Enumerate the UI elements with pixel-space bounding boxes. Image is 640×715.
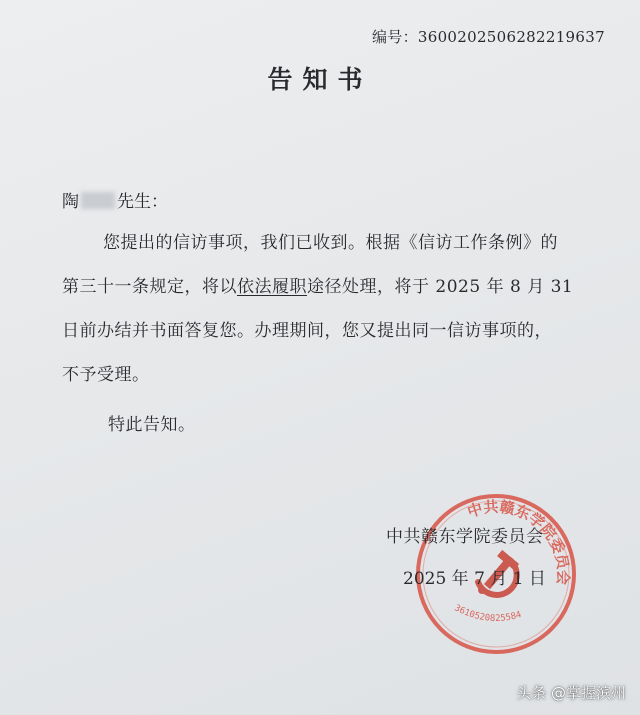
redacted-name <box>81 192 115 209</box>
seal-code: 3610520825584 <box>452 603 523 625</box>
body-line-2-part-c: 途径处理，将于 2025 年 8 月 31 <box>307 277 574 297</box>
issue-date: 2025 年 7 月 1 日 <box>403 569 546 589</box>
document-number-label: 编号： <box>372 28 418 46</box>
body-line-2 <box>62 272 573 297</box>
document-title: 告知书 <box>267 65 373 94</box>
document-number-value: 3600202506282219637 <box>417 28 605 46</box>
issuer-name: 中共赣东学院委员会 <box>386 527 544 547</box>
underlined-phrase: 依法履职 <box>237 277 307 297</box>
seal-ring-text: 中共赣东学院委员会 <box>465 497 573 586</box>
closing-line: 特此告知。 <box>108 415 196 435</box>
body-line-4: 不予受理。 <box>62 365 150 385</box>
source-watermark: 头条 @掌握滨州 <box>516 684 626 702</box>
body-line-2-part-a: 第三十一条规定，将以 <box>62 277 237 297</box>
salutation-surname: 陶 <box>62 192 79 212</box>
body-line-1: 您提出的信访事项，我们已收到。根据《信访工作条例》的 <box>103 233 558 253</box>
salutation <box>62 187 168 212</box>
document-number <box>372 26 605 47</box>
salutation-title: 先生： <box>117 192 168 212</box>
body-line-3: 日前办结并书面答复您。办理期间，您又提出同一信访事项的， <box>62 321 552 341</box>
